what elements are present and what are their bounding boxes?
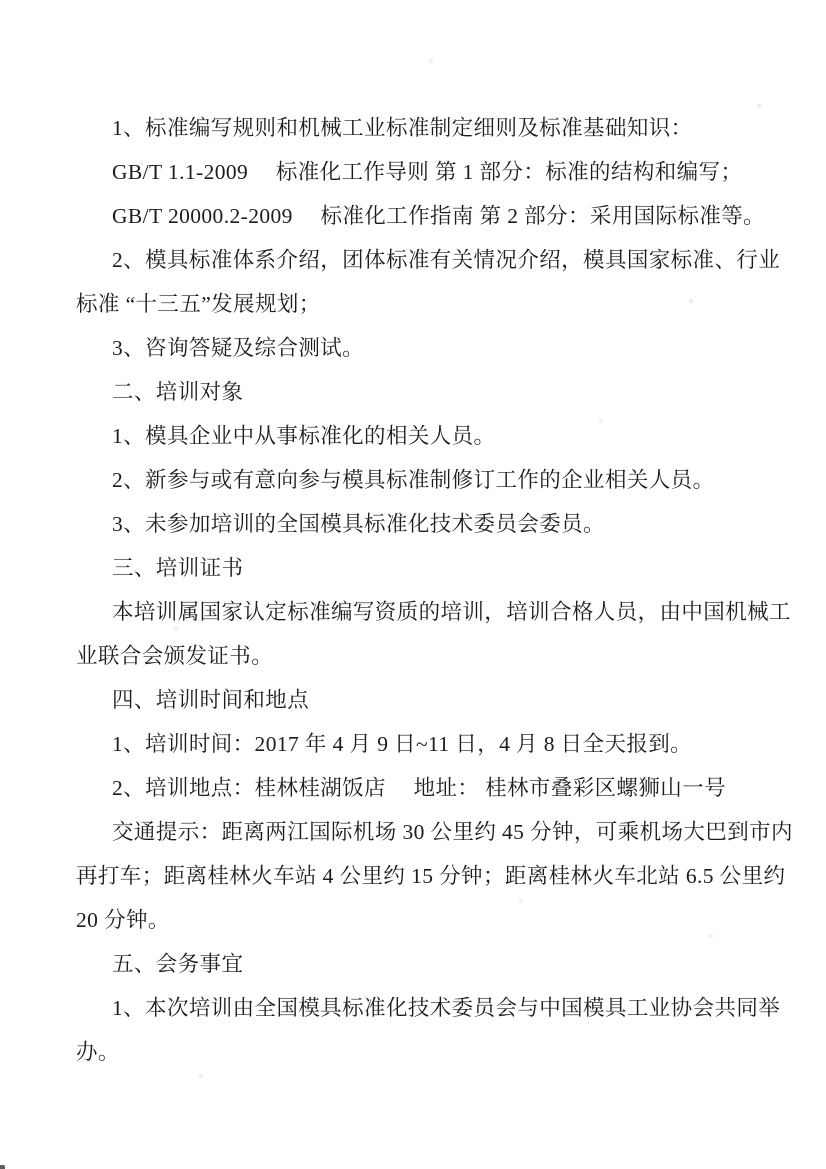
text-line: 交通提示：距离两江国际机场 30 公里约 45 分钟，可乘机场大巴到市内: [112, 820, 793, 844]
text-line: 1、标准编写规则和机械工业标准制定细则及标准基础知识：: [112, 116, 693, 140]
scan-corner-artifact: [0, 1165, 5, 1169]
text-line: 2、模具标准体系介绍，团体标准有关情况介绍，模具国家标准、行业: [112, 248, 781, 272]
text-line: GB/T 20000.2-2009 标准化工作指南 第 2 部分：采用国际标准等。: [112, 204, 766, 228]
text-line: 3、咨询答疑及综合测试。: [112, 336, 365, 360]
text-line: 1、培训时间：2017 年 4 月 9 日~11 日，4 月 8 日全天报到。: [112, 732, 693, 756]
text-line: GB/T 1.1-2009 标准化工作导则 第 1 部分：标准的结构和编写；: [112, 160, 743, 184]
text-line: 本培训属国家认定标准编写资质的培训，培训合格人员，由中国机械工: [112, 600, 791, 624]
scan-noise: [0, 0, 2, 2]
text-line: 再打车；距离桂林火车站 4 公里约 15 分钟；距离桂林火车北站 6.5 公里约: [76, 864, 786, 888]
text-line: 三、培训证书: [112, 556, 244, 580]
text-line: 办。: [76, 1040, 120, 1064]
document-text-block: [0, 106, 826, 1074]
text-line: 20 分钟。: [76, 908, 170, 932]
text-line: 2、培训地点：桂林桂湖饭店 地址： 桂林市叠彩区螺狮山一号: [112, 776, 727, 800]
text-line: 3、未参加培训的全国模具标准化技术委员会委员。: [112, 512, 605, 536]
text-line: 二、培训对象: [112, 380, 244, 404]
text-line: 1、本次培训由全国模具标准化技术委员会与中国模具工业协会共同举: [112, 996, 781, 1020]
text-line: 1、模具企业中从事标准化的相关人员。: [112, 424, 496, 448]
text-line: 业联合会颁发证书。: [76, 644, 274, 668]
text-line: 四、培训时间和地点: [112, 688, 310, 712]
text-line: 2、新参与或有意向参与模具标准制修订工作的企业相关人员。: [112, 468, 715, 492]
text-line: 标准 “十三五”发展规划；: [76, 292, 321, 316]
text-line: 五、会务事宜: [112, 952, 244, 976]
